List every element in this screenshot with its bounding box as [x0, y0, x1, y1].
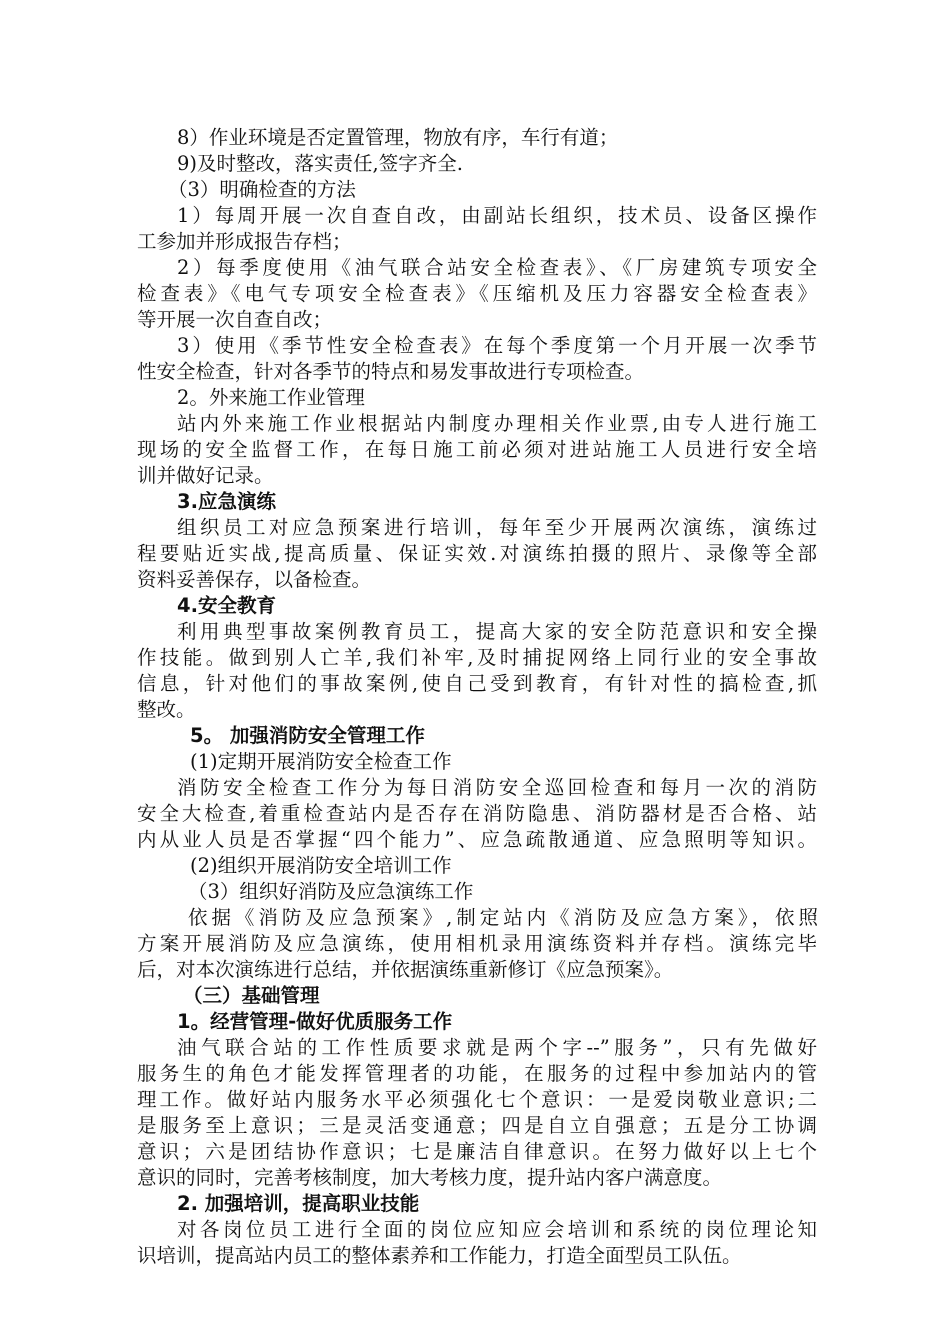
- text-line: 利用典型事故案例教育员工，提高大家的安全防范意识和安全操: [177, 620, 817, 643]
- text-line: 理工作。做好站内服务水平必须强化七个意识：一是爱岗敬业意识;二: [137, 1088, 817, 1111]
- text-line: 是服务至上意识；三是灵活变通意；四是自立自强意；五是分工协调: [137, 1114, 817, 1137]
- text-line: 1）每周开展一次自查自改，由副站长组织，技术员、设备区操作: [177, 204, 817, 227]
- text-line: 组织员工对应急预案进行培训，每年至少开展两次演练，演练过: [177, 516, 817, 539]
- section-heading: 2。外来施工作业管理: [177, 386, 365, 409]
- text-line: 站内外来施工作业根据站内制度办理相关作业票,由专人进行施工: [177, 412, 817, 435]
- text-line: 等开展一次自查自改；: [137, 308, 333, 331]
- section-heading: 4.安全教育: [177, 594, 276, 617]
- text-line: 内从业人员是否掌握“四个能力”、应急疏散通道、应急照明等知识。: [137, 828, 817, 851]
- text-line: 对各岗位员工进行全面的岗位应知应会培训和系统的岗位理论知: [177, 1218, 817, 1241]
- text-line: 识培训，提高站内员工的整体素养和工作能力，打造全面型员工队伍。: [137, 1244, 742, 1267]
- text-line: 油气联合站的工作性质要求就是两个字--”服务”，只有先做好: [177, 1036, 817, 1059]
- text-line: 性安全检查，针对各季节的特点和易发事故进行专项检查。: [137, 360, 645, 383]
- text-line: 服务生的角色才能发挥管理者的功能，在服务的过程中参加站内的管: [137, 1062, 817, 1085]
- section-heading: (2)组织开展消防安全培训工作: [190, 854, 452, 877]
- text-line: 训并做好记录。: [137, 464, 274, 487]
- text-line: 工参加并形成报告存档；: [137, 230, 352, 253]
- text-line: 依据《消防及应急预案》,制定站内《消防及应急方案》，依照: [188, 906, 818, 929]
- text-line: 消防安全检查工作分为每日消防安全巡回检查和每月一次的消防: [177, 776, 817, 799]
- text-line: 2）每季度使用《油气联合站安全检查表》、《厂房建筑专项安全: [177, 256, 817, 279]
- section-heading: 5。 加强消防安全管理工作: [190, 724, 425, 747]
- section-heading: （3）组织好消防及应急演练工作: [188, 880, 474, 903]
- text-line: 意识的同时，完善考核制度，加大考核力度，提升站内客户满意度。: [137, 1166, 723, 1189]
- text-line: 信息，针对他们的事故案例,使自己受到教育，有针对性的搞检查,抓: [137, 672, 817, 695]
- section-heading: 3.应急演练: [177, 490, 276, 513]
- text-line: 意识；六是团结协作意识；七是廉洁自律意识。在努力做好以上七个: [137, 1140, 817, 1163]
- section-heading: 2. 加强培训，提高职业技能: [177, 1192, 420, 1215]
- text-line: 9)及时整改，落实责任,签字齐全.: [177, 152, 463, 175]
- text-line: 整改。: [137, 698, 196, 721]
- text-line: 后，对本次演练进行总结，并依据演练重新修订《应急预案》。: [137, 958, 674, 981]
- text-line: 现场的安全监督工作，在每日施工前必须对进站施工人员进行安全培: [137, 438, 817, 461]
- text-line: 方案开展消防及应急演练，使用相机录用演练资料并存档。演练完毕: [137, 932, 817, 955]
- text-line: 作技能。做到别人亡羊,我们补牢,及时捕捉网络上同行业的安全事故: [137, 646, 817, 669]
- section-heading: （三）基础管理: [183, 984, 320, 1007]
- text-line: 3）使用《季节性安全检查表》在每个季度第一个月开展一次季节: [177, 334, 817, 357]
- text-line: 资料妥善保存，以备检查。: [137, 568, 372, 591]
- text-line: 程要贴近实战,提高质量、保证实效.对演练拍摄的照片、录像等全部: [137, 542, 817, 565]
- text-line: 检查表》《电气专项安全检查表》《压缩机及压力容器安全检查表》: [137, 282, 817, 305]
- section-heading: (1)定期开展消防安全检查工作: [190, 750, 452, 773]
- section-heading: 1。经营管理-做好优质服务工作: [177, 1010, 453, 1033]
- text-line: 安全大检查,着重检查站内是否存在消防隐患、消防器材是否合格、站: [137, 802, 817, 825]
- section-heading: （3）明确检查的方法: [168, 178, 356, 201]
- text-line: 8）作业环境是否定置管理，物放有序，车行有道；: [177, 126, 619, 149]
